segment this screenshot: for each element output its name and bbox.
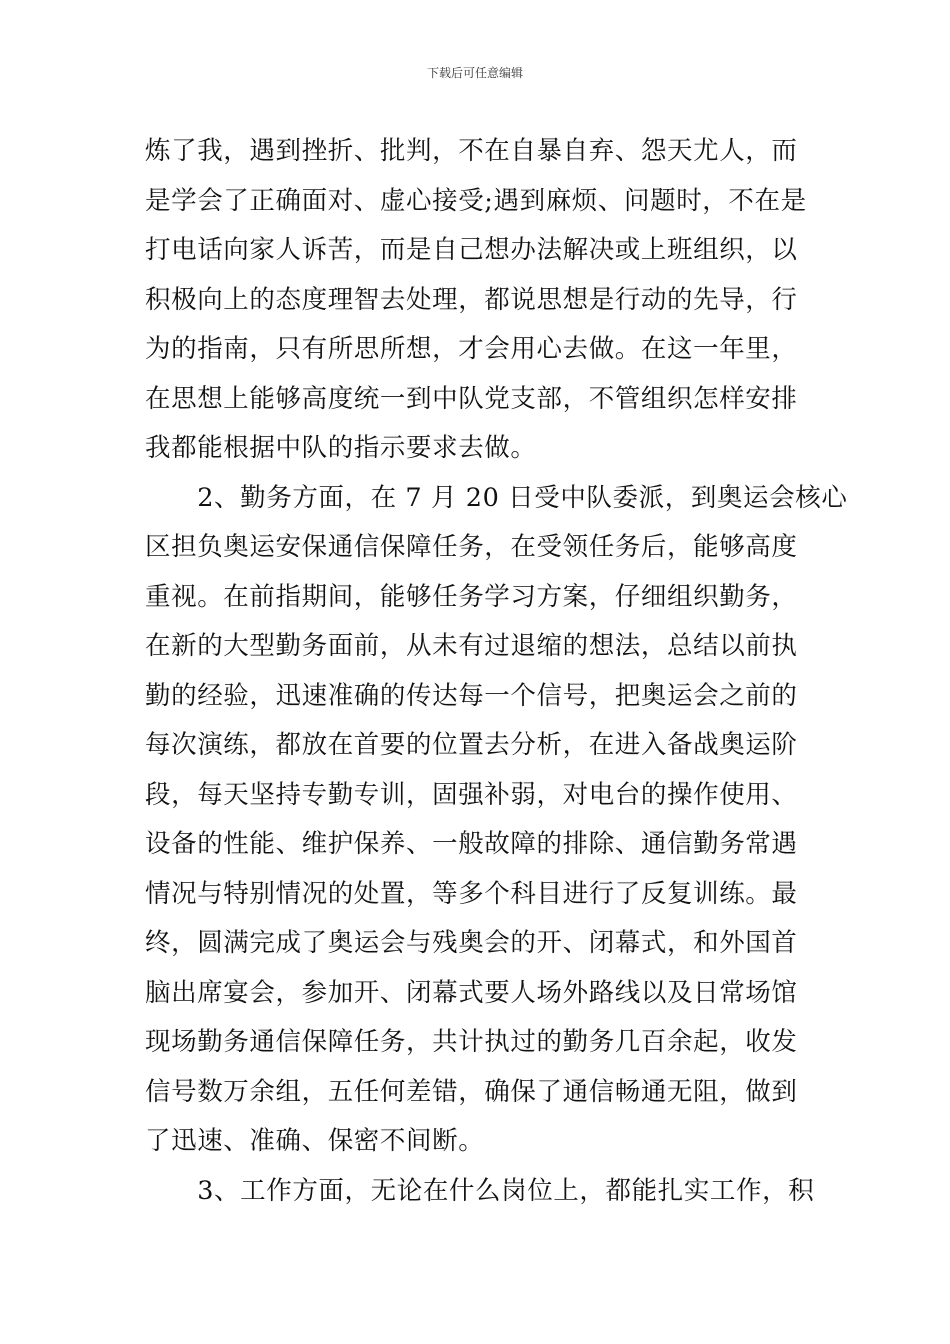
text-line: 设备的性能、维护保养、一般故障的排除、通信勤务常遇 <box>145 829 798 859</box>
text-line: 情况与特别情况的处置，等多个科目进行了反复训练。最 <box>145 878 798 909</box>
text-line: 炼了我，遇到挫折、批判，不在自暴自弃、怨天尤人，而 <box>145 136 798 166</box>
text-line: 信号数万余组，五任何差错，确保了通信畅通无阻，做到 <box>145 1076 798 1107</box>
text-line: 段，每天坚持专勤专训，固强补弱，对电台的操作使用、 <box>145 779 798 810</box>
text-line: 是学会了正确面对、虚心接受;遇到麻烦、问题时，不在是 <box>145 185 807 216</box>
text-line: 终，圆满完成了奥运会与残奥会的开、闭幕式，和外国首 <box>145 928 798 958</box>
text-line: 2、勤务方面，在 7 月 20 日受中队委派，到奥运会核心 <box>145 482 848 513</box>
text-line: 脑出席宴会，参加开、闭幕式要人场外路线以及日常场馆 <box>145 977 798 1008</box>
text-line: 我都能根据中队的指示要求去做。 <box>145 433 537 463</box>
text-line: 积极向上的态度理智去处理，都说思想是行动的先导，行 <box>145 284 798 315</box>
text-line: 在思想上能够高度统一到中队党支部，不管组织怎样安排 <box>145 383 798 414</box>
document-body <box>145 127 848 1216</box>
text-line: 区担负奥运安保通信保障任务，在受领任务后，能够高度 <box>145 532 798 562</box>
text-line: 3、工作方面，无论在什么岗位上，都能扎实工作，积 <box>145 1175 815 1206</box>
page-header: 下载后可任意编辑 <box>426 66 523 80</box>
text-line: 为的指南，只有所思所想，才会用心去做。在这一年里， <box>145 334 798 364</box>
text-line: 现场勤务通信保障任务，共计执过的勤务几百余起，收发 <box>145 1027 798 1057</box>
text-line: 了迅速、准确、保密不间断。 <box>145 1126 485 1156</box>
text-line: 在新的大型勤务面前，从未有过退缩的想法，总结以前执 <box>145 631 798 661</box>
text-line: 打电话向家人诉苦，而是自己想办法解决或上班组织，以 <box>145 235 798 265</box>
text-line: 每次演练，都放在首要的位置去分析，在进入备战奥运阶 <box>145 730 798 760</box>
text-line: 勤的经验，迅速准确的传达每一个信号，把奥运会之前的 <box>145 680 798 711</box>
text-line: 重视。在前指期间，能够任务学习方案，仔细组织勤务， <box>145 581 798 612</box>
